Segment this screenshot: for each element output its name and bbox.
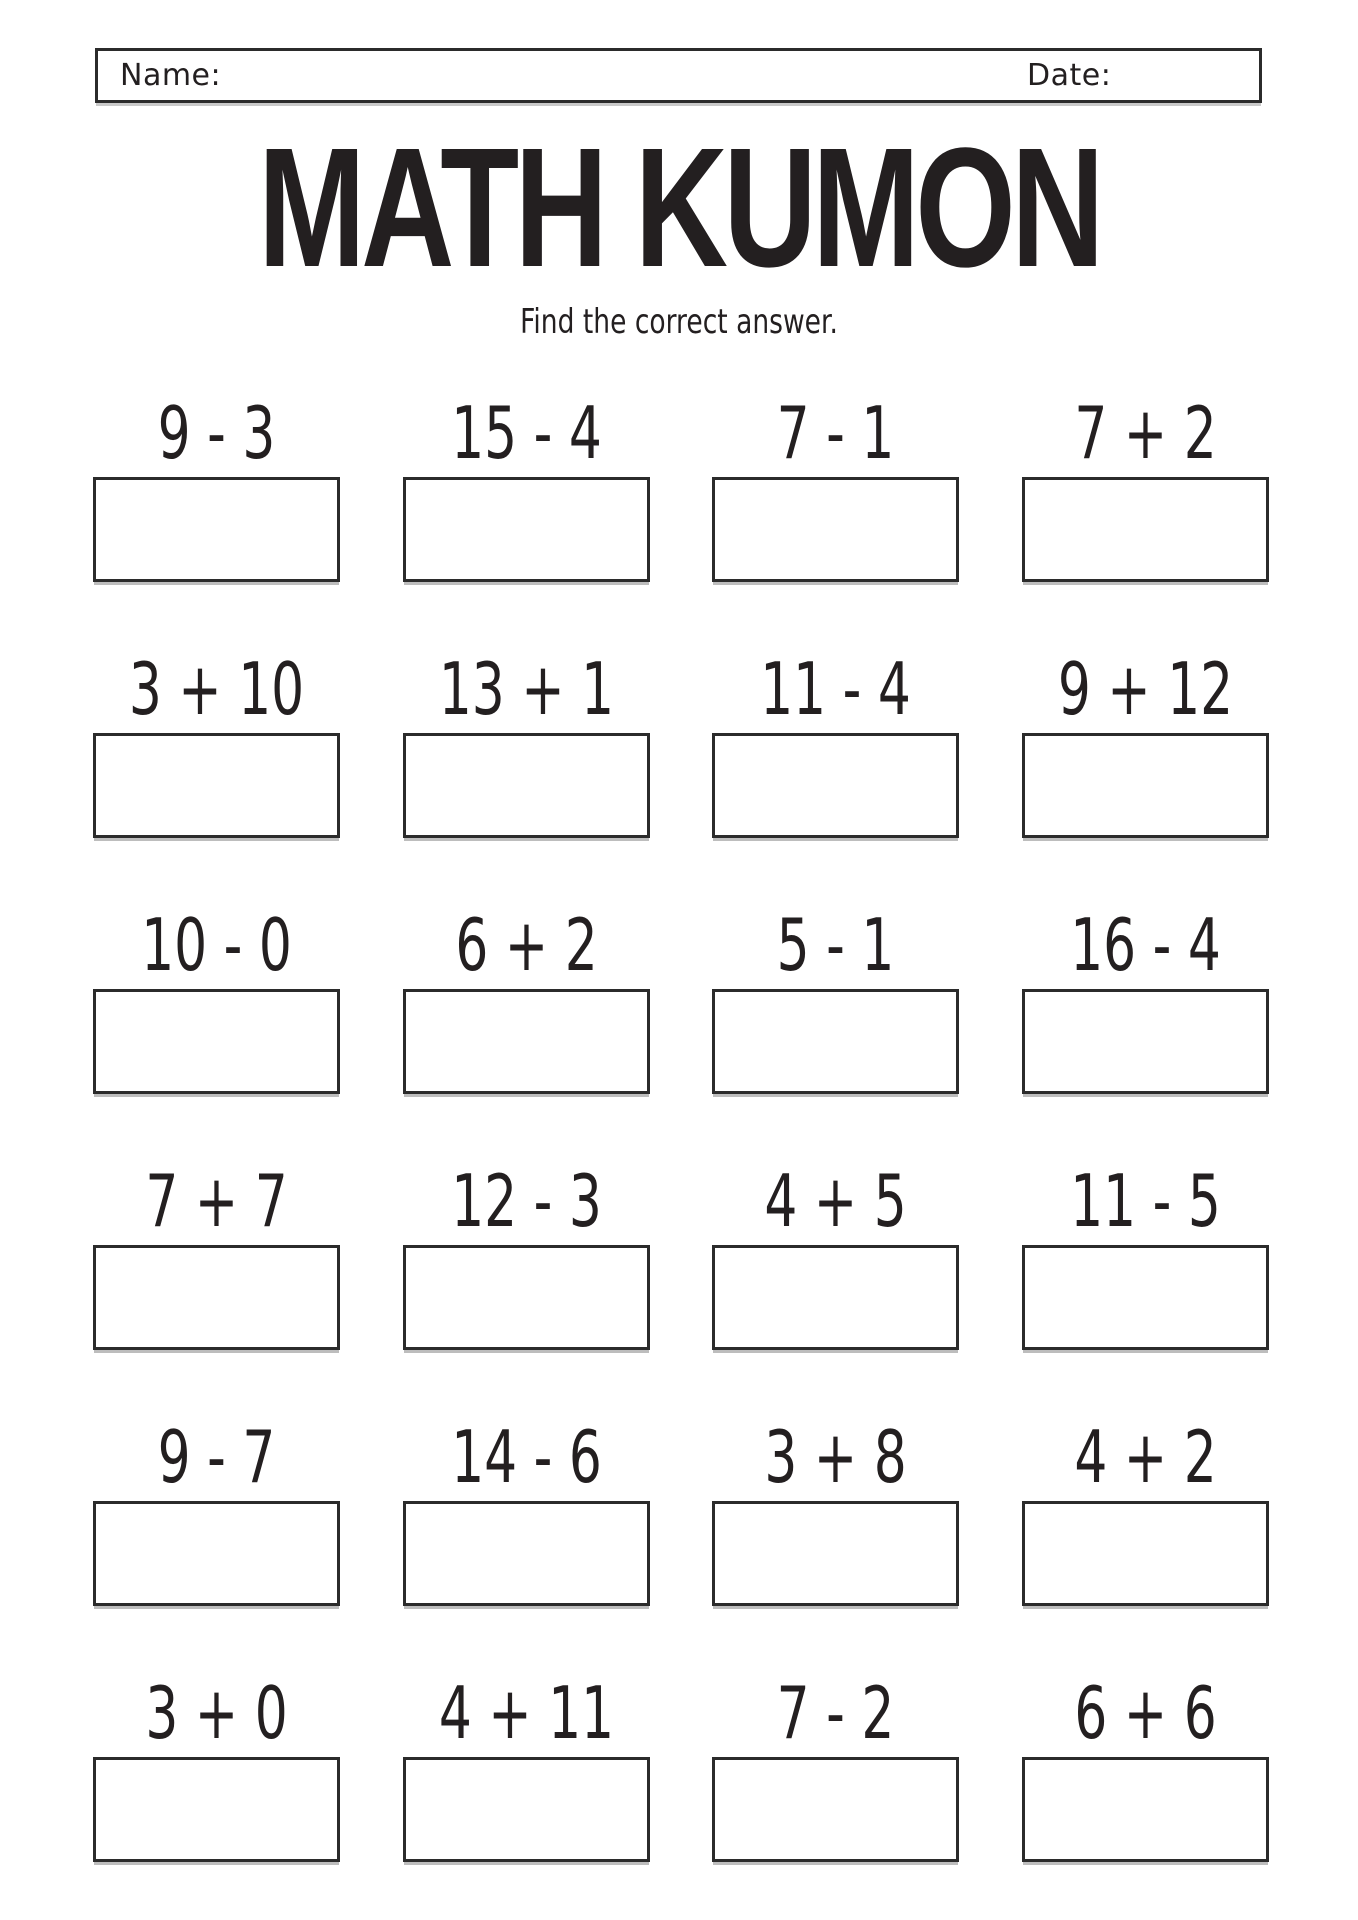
- answer-box[interactable]: [712, 989, 959, 1094]
- answer-box[interactable]: [1022, 989, 1269, 1094]
- problem-cell: [1022, 903, 1269, 1094]
- problem-expression: 3 + 10: [128, 647, 305, 731]
- problem-cell: [1022, 647, 1269, 838]
- answer-box[interactable]: [403, 1245, 650, 1350]
- answer-box[interactable]: [403, 1757, 650, 1862]
- problem-cell: [403, 391, 650, 582]
- problem-cell: [93, 1159, 340, 1350]
- problem-expression: 7 + 2: [1074, 391, 1217, 475]
- problem-expression: 7 - 1: [776, 391, 895, 475]
- problem-expression: 7 + 7: [145, 1159, 288, 1243]
- problem-cell: [712, 903, 959, 1094]
- problem-cell: [1022, 1415, 1269, 1606]
- answer-box[interactable]: [712, 477, 959, 582]
- problem-cell: [403, 1671, 650, 1862]
- problem-cell: [403, 647, 650, 838]
- answer-box[interactable]: [403, 477, 650, 582]
- problem-cell: [1022, 391, 1269, 582]
- problem-expression: 11 - 4: [760, 647, 912, 731]
- answer-box[interactable]: [93, 1501, 340, 1606]
- name-field[interactable]: [228, 55, 1008, 96]
- answer-box[interactable]: [712, 733, 959, 838]
- answer-box[interactable]: [712, 1501, 959, 1606]
- problem-expression: 11 - 5: [1070, 1159, 1221, 1243]
- problem-expression: 13 + 1: [438, 647, 614, 731]
- problem-expression: 14 - 6: [450, 1415, 602, 1499]
- answer-box[interactable]: [403, 1501, 650, 1606]
- answer-box[interactable]: [403, 989, 650, 1094]
- instructions-text: Find the correct answer.: [520, 302, 838, 342]
- problem-cell: [93, 1671, 340, 1862]
- problem-cell: [93, 903, 340, 1094]
- answer-box[interactable]: [1022, 1245, 1269, 1350]
- problem-expression: 4 + 5: [764, 1159, 907, 1243]
- page-title: MATH KUMON: [258, 113, 1100, 303]
- problem-expression: 7 - 2: [776, 1671, 895, 1755]
- answer-box[interactable]: [1022, 1501, 1269, 1606]
- problem-expression: 6 + 2: [454, 903, 598, 987]
- problem-expression: 10 - 0: [141, 903, 292, 987]
- problem-expression: 5 - 1: [776, 903, 895, 987]
- problem-expression: 12 - 3: [450, 1159, 602, 1243]
- answer-box[interactable]: [1022, 733, 1269, 838]
- answer-box[interactable]: [403, 733, 650, 838]
- problem-expression: 4 + 11: [438, 1671, 614, 1755]
- problem-expression: 9 - 7: [157, 1415, 276, 1499]
- problem-cell: [403, 1159, 650, 1350]
- answer-box[interactable]: [93, 733, 340, 838]
- problem-cell: [1022, 1671, 1269, 1862]
- answer-box[interactable]: [712, 1757, 959, 1862]
- answer-box[interactable]: [93, 1757, 340, 1862]
- answer-box[interactable]: [93, 477, 340, 582]
- problem-expression: 9 + 12: [1057, 647, 1234, 731]
- answer-box[interactable]: [712, 1245, 959, 1350]
- problem-expression: 4 + 2: [1074, 1415, 1217, 1499]
- problem-expression: 15 - 4: [450, 391, 602, 475]
- problem-cell: [93, 647, 340, 838]
- name-label: Name:: [120, 58, 222, 93]
- date-field[interactable]: [1113, 55, 1253, 96]
- problem-cell: [712, 391, 959, 582]
- problems-grid: [93, 391, 1269, 1862]
- answer-box[interactable]: [1022, 477, 1269, 582]
- problem-cell: [93, 1415, 340, 1606]
- problem-expression: 9 - 3: [157, 391, 276, 475]
- problem-expression: 16 - 4: [1070, 903, 1221, 987]
- name-date-box: [95, 48, 1262, 103]
- problem-cell: [712, 1671, 959, 1862]
- answer-box[interactable]: [93, 989, 340, 1094]
- problem-expression: 3 + 8: [764, 1415, 907, 1499]
- date-label: Date:: [1027, 58, 1112, 93]
- problem-cell: [93, 391, 340, 582]
- problem-cell: [403, 1415, 650, 1606]
- problem-expression: 6 + 6: [1074, 1671, 1217, 1755]
- problem-cell: [712, 1415, 959, 1606]
- problem-cell: [712, 647, 959, 838]
- problem-cell: [712, 1159, 959, 1350]
- problem-cell: [1022, 1159, 1269, 1350]
- answer-box[interactable]: [1022, 1757, 1269, 1862]
- problem-expression: 3 + 0: [145, 1671, 288, 1755]
- answer-box[interactable]: [93, 1245, 340, 1350]
- problem-cell: [403, 903, 650, 1094]
